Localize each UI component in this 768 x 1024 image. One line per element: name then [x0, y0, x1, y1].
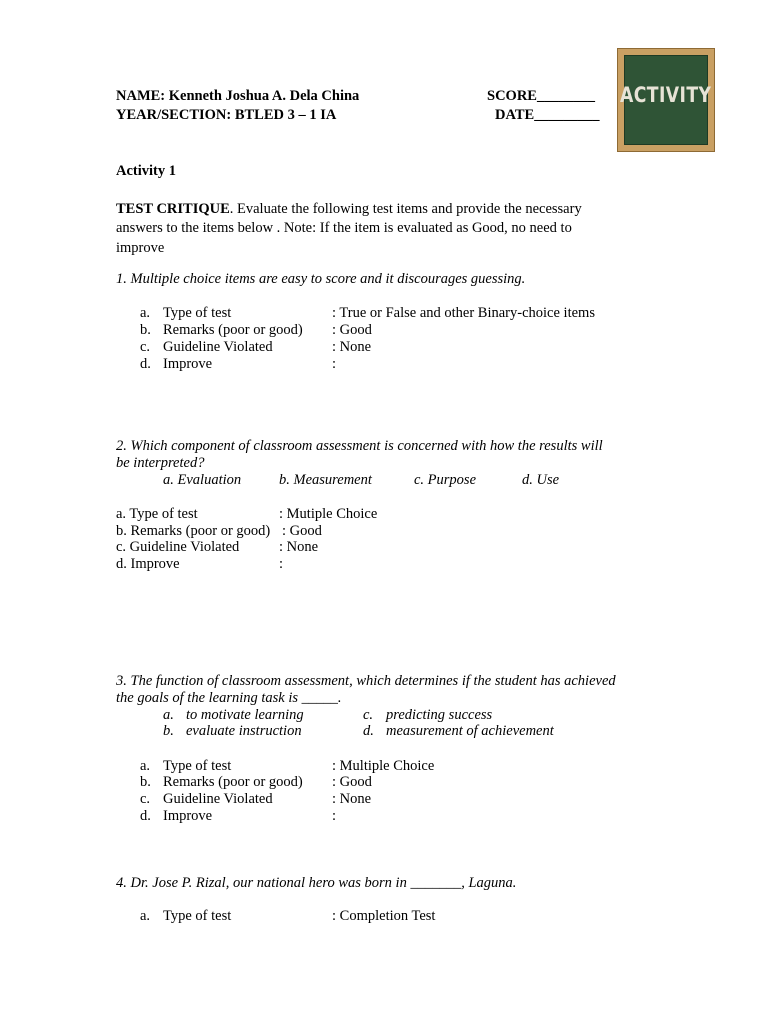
q1-row-value: :	[332, 356, 337, 372]
q2-row-value: : None	[279, 539, 319, 555]
q3-choice-letter: a.	[163, 707, 174, 723]
q2-row-label: a. Type of test	[116, 506, 198, 522]
chalkboard-surface	[620, 55, 712, 145]
q4-row-letter: a.	[140, 908, 151, 924]
q3-choice-text: to motivate learning	[186, 707, 304, 723]
instructions-line-3: improve	[116, 240, 165, 256]
q2-choice: c. Purpose	[414, 472, 477, 488]
instructions-line-2: answers to the items below . Note: If the item is evaluated as Good, no need to	[116, 220, 572, 236]
q3-row-label: Remarks (poor or good)	[163, 774, 303, 790]
q2-row-value: : Good	[282, 523, 322, 539]
date-field: DATE_________	[495, 107, 600, 123]
question-2-line-2: be interpreted?	[116, 455, 205, 471]
q2-row-label: b. Remarks (poor or good)	[116, 523, 271, 539]
activity-chalkboard-badge	[617, 48, 715, 152]
student-name: NAME: Kenneth Joshua A. Dela China	[116, 88, 360, 104]
question-3-line-2: the goals of the learning task is _____.	[116, 690, 342, 706]
q1-row-label: Guideline Violated	[163, 339, 273, 355]
q1-row-letter: d.	[140, 356, 151, 372]
q2-choice: d. Use	[522, 472, 560, 488]
q3-choice-text: evaluate instruction	[186, 723, 302, 739]
q3-choice-letter: d.	[363, 723, 374, 739]
q3-row-label: Improve	[163, 808, 213, 824]
q1-row-letter: b.	[140, 322, 151, 338]
question-1: 1. Multiple choice items are easy to score and it discourages guessing.	[116, 271, 526, 287]
q3-row-value: : Good	[332, 774, 372, 790]
question-4: 4. Dr. Jose P. Rizal, our national hero was born in _______, Laguna.	[116, 875, 517, 891]
instructions-line-1	[116, 201, 582, 218]
q3-row-value: :	[332, 808, 337, 824]
q3-row-value: : None	[332, 791, 372, 807]
q1-row-label: Improve	[163, 356, 213, 372]
q3-choice-letter: c.	[363, 707, 374, 723]
year-section: YEAR/SECTION: BTLED 3 – 1 IA	[116, 107, 337, 123]
score-field: SCORE________	[487, 88, 595, 104]
instructions-text-1: . Evaluate the following test items and provide the necessary	[229, 201, 582, 217]
instructions-heading: TEST CRITIQUE	[116, 201, 230, 217]
q3-choice-letter: b.	[163, 723, 174, 739]
q3-choice-text: predicting success	[386, 707, 493, 723]
question-3-line-1: 3. The function of classroom assessment, which determines if the student has achieved	[116, 673, 616, 689]
q3-row-letter: d.	[140, 808, 151, 824]
q3-row-letter: a.	[140, 758, 151, 774]
q2-row-label: c. Guideline Violated	[116, 539, 240, 555]
q2-row-value: : Mutiple Choice	[279, 506, 378, 522]
q1-row-value: : None	[332, 339, 372, 355]
q3-row-label: Guideline Violated	[163, 791, 273, 807]
q1-row-letter: a.	[140, 305, 151, 321]
q3-row-letter: c.	[140, 791, 151, 807]
q2-row-value: :	[279, 556, 284, 572]
q1-row-label: Type of test	[163, 305, 232, 321]
q2-choice: b. Measurement	[279, 472, 372, 488]
q1-row-value: : True or False and other Binary-choice items	[332, 305, 595, 321]
badge-text: ACTIVITY	[620, 83, 712, 107]
q2-row-label: d. Improve	[116, 556, 180, 572]
q2-choice: a. Evaluation	[163, 472, 242, 488]
activity-title: Activity 1	[116, 163, 176, 179]
question-2-line-1: 2. Which component of classroom assessment is concerned with how the results will	[116, 438, 603, 454]
q3-choice-text: measurement of achievement	[386, 723, 554, 739]
q1-row-label: Remarks (poor or good)	[163, 322, 303, 338]
q3-row-letter: b.	[140, 774, 151, 790]
q4-row-label: Type of test	[163, 908, 232, 924]
q4-row-value: : Completion Test	[332, 908, 436, 924]
q1-row-value: : Good	[332, 322, 372, 338]
q3-row-label: Type of test	[163, 758, 232, 774]
q3-row-value: : Multiple Choice	[332, 758, 435, 774]
q1-row-letter: c.	[140, 339, 151, 355]
